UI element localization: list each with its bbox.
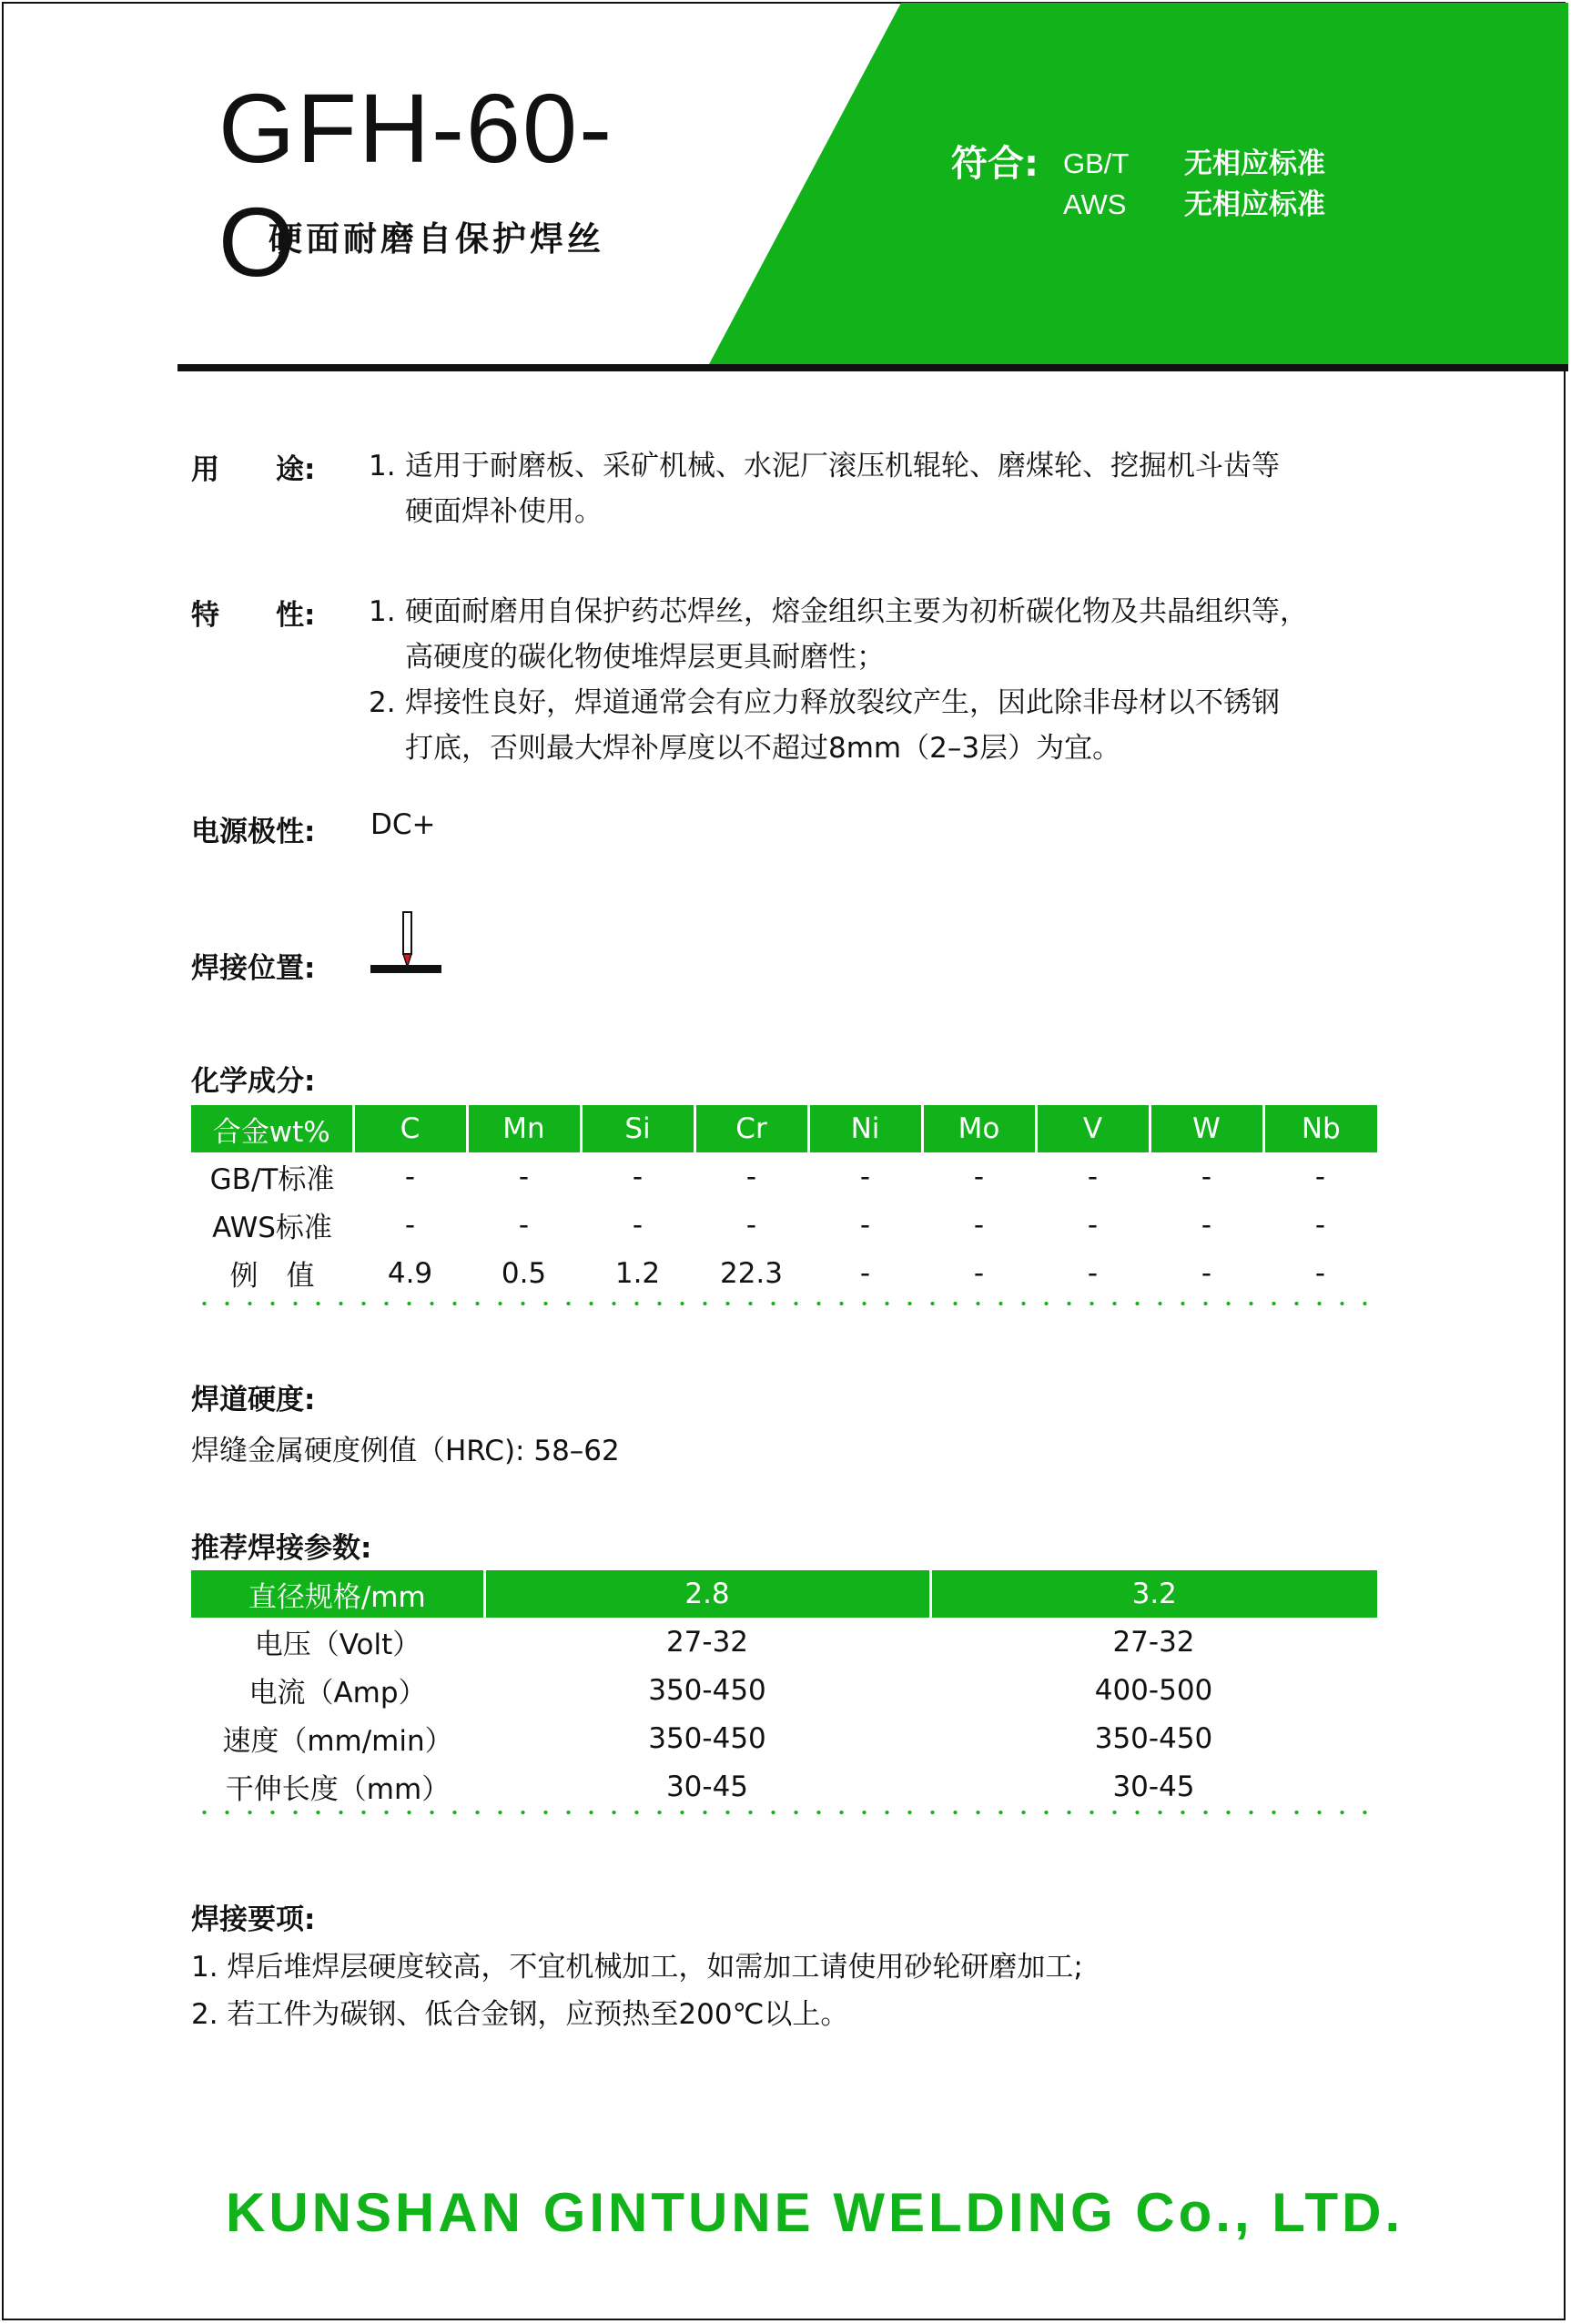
hardness-text: 焊缝金属硬度例值（HRC): 58–62 <box>191 1435 620 1467</box>
header-cell: 2.8 <box>484 1570 930 1618</box>
header-cell: Mo <box>922 1105 1036 1152</box>
table-cell: - <box>1314 1208 1326 1242</box>
conformity-row-gbt <box>1063 140 1445 181</box>
feature-line: 2. 焊接性良好，焊道通常会有应力释放裂纹产生，因此除非母材以不锈钢 <box>369 686 1280 719</box>
usage-line: 1. 适用于耐磨板、采矿机械、水泥厂滚压机辊轮、磨煤轮、挖掘机斗齿等 <box>369 450 1280 482</box>
usage-text <box>369 443 1415 534</box>
header-cell: Mn <box>467 1105 581 1152</box>
table-cell: - <box>973 1208 985 1242</box>
table-cell: 例 值 <box>229 1260 315 1293</box>
header-cell: Nb <box>1263 1105 1377 1152</box>
standard-value: 无相应标准 <box>1184 147 1325 180</box>
table-cell: 27-32 <box>665 1625 749 1659</box>
table-row <box>191 1249 1377 1297</box>
table-cell: 1.2 <box>614 1256 661 1290</box>
header-cell: V <box>1036 1105 1150 1152</box>
table-cell: - <box>1201 1208 1212 1242</box>
header-cell: C <box>353 1105 467 1152</box>
notes-label: 焊接要项: <box>191 1903 316 1936</box>
feature-line: 高硬度的碳化物使堆焊层更具耐磨性； <box>405 641 885 674</box>
header-cell: 合金wt% <box>191 1105 353 1152</box>
table-cell: 速度（mm/min） <box>222 1725 453 1758</box>
chemistry-dotted-rule <box>193 1302 1376 1305</box>
header-cell: W <box>1150 1105 1263 1152</box>
header-cell: 直径规格/mm <box>191 1570 484 1618</box>
table-cell: - <box>1201 1256 1212 1290</box>
standard-value: 无相应标准 <box>1184 188 1325 221</box>
table-cell: - <box>1087 1160 1099 1193</box>
table-row <box>191 1762 1377 1811</box>
table-row <box>191 1201 1377 1249</box>
standard-name: AWS <box>1063 188 1127 220</box>
chemistry-header-row <box>191 1105 1377 1152</box>
header-cell: Ni <box>808 1105 922 1152</box>
table-cell: 30-45 <box>1112 1770 1195 1803</box>
hardness-label: 焊道硬度: <box>191 1384 316 1416</box>
header-rule <box>177 364 1568 371</box>
header-cell: Cr <box>694 1105 808 1152</box>
flat-position-icon <box>369 910 443 976</box>
features-text <box>369 589 1415 771</box>
note-line: 1. 焊后堆焊层硬度较高，不宜机械加工，如需加工请使用砂轮研磨加工; <box>191 1951 1083 1984</box>
usage-line: 硬面焊补使用。 <box>405 495 603 528</box>
table-cell: - <box>518 1160 530 1193</box>
note-line: 2. 若工件为碳钢、低合金钢，应预热至200℃以上。 <box>191 1998 849 2031</box>
conformity-label: 符合: <box>951 143 1039 185</box>
table-row <box>191 1618 1377 1666</box>
features-label: 特 性: <box>191 599 316 632</box>
params-dotted-rule <box>193 1811 1376 1814</box>
table-cell: - <box>859 1208 871 1242</box>
table-cell: 0.5 <box>501 1256 547 1290</box>
table-cell: - <box>404 1208 416 1242</box>
conformity-row-aws <box>1063 181 1445 222</box>
table-cell: 干伸长度（mm） <box>225 1773 451 1806</box>
table-cell: 350-450 <box>648 1721 766 1755</box>
params-label: 推荐焊接参数: <box>191 1532 372 1565</box>
table-cell: - <box>745 1160 757 1193</box>
usage-label: 用 途: <box>191 453 316 486</box>
table-cell: - <box>1314 1256 1326 1290</box>
table-cell: - <box>1087 1208 1099 1242</box>
company-name: KUNSHAN GINTUNE WELDING Co., LTD. <box>226 2182 1404 2243</box>
table-cell: 350-450 <box>1094 1721 1213 1755</box>
polarity-label: 电源极性: <box>191 816 316 848</box>
product-title: GFH-60-O <box>218 73 614 297</box>
table-cell: 350-450 <box>648 1673 766 1707</box>
table-cell: - <box>1087 1256 1099 1290</box>
table-cell: - <box>518 1208 530 1242</box>
table-row <box>191 1666 1377 1714</box>
table-cell: - <box>632 1160 644 1193</box>
table-cell: - <box>973 1160 985 1193</box>
table-cell: 27-32 <box>1112 1625 1195 1659</box>
table-cell: GB/T标准 <box>209 1163 335 1196</box>
feature-line: 1. 硬面耐磨用自保护药芯焊丝，熔金组织主要为初析碳化物及共晶组织等， <box>369 595 1308 628</box>
chemistry-table <box>191 1105 1377 1297</box>
table-cell: 22.3 <box>719 1256 784 1290</box>
table-cell: - <box>1201 1160 1212 1193</box>
header-cell: Si <box>581 1105 694 1152</box>
table-cell: - <box>859 1256 871 1290</box>
table-cell: 电流（Amp） <box>248 1677 427 1710</box>
table-cell: - <box>745 1208 757 1242</box>
table-cell: - <box>1314 1160 1326 1193</box>
table-cell: - <box>404 1160 416 1193</box>
params-table <box>191 1570 1377 1811</box>
header-cell: 3.2 <box>930 1570 1377 1618</box>
standard-name: GB/T <box>1063 147 1130 179</box>
table-cell: - <box>973 1256 985 1290</box>
polarity-value: DC+ <box>370 808 436 841</box>
feature-line: 打底，否则最大焊补厚度以不超过8mm（2–3层）为宜。 <box>405 732 1121 765</box>
table-cell: 400-500 <box>1094 1673 1213 1707</box>
position-label: 焊接位置: <box>191 952 316 985</box>
table-row <box>191 1152 1377 1201</box>
table-cell: 电压（Volt） <box>254 1629 421 1661</box>
product-subtitle: 硬面耐磨自保护焊丝 <box>269 219 604 259</box>
table-cell: 4.9 <box>387 1256 433 1290</box>
params-header-row <box>191 1570 1377 1618</box>
table-row <box>191 1714 1377 1762</box>
table-cell: AWS标准 <box>212 1212 332 1244</box>
chemistry-label: 化学成分: <box>191 1065 316 1098</box>
table-cell: 30-45 <box>665 1770 749 1803</box>
table-cell: - <box>859 1160 871 1193</box>
table-cell: - <box>632 1208 644 1242</box>
